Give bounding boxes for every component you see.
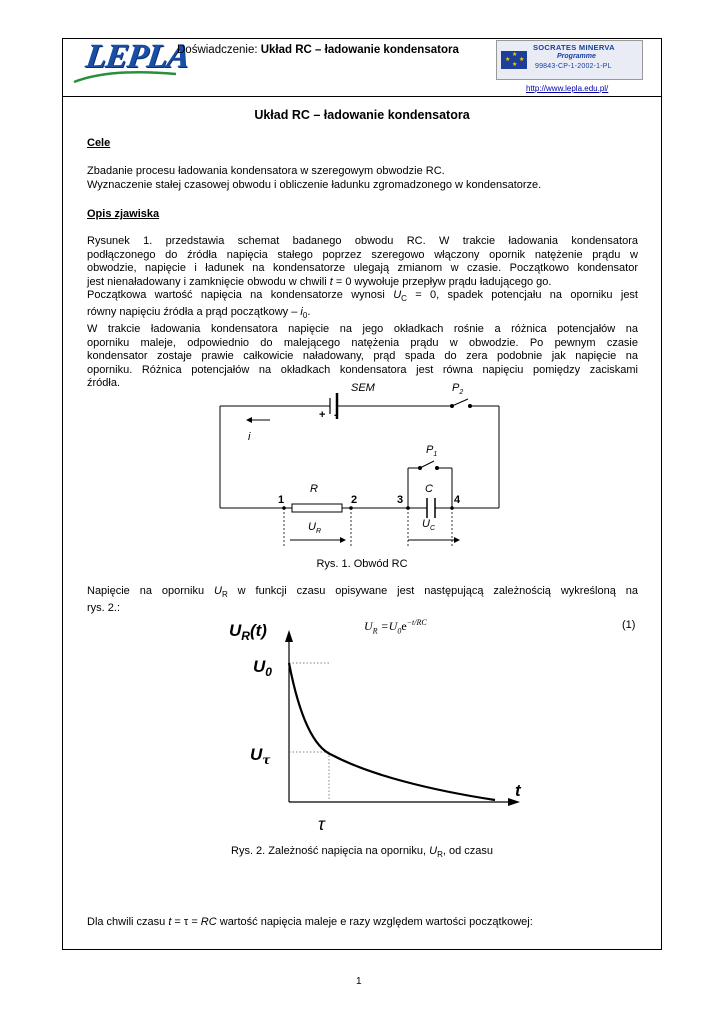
page-number: 1 (356, 976, 362, 987)
experiment-header (177, 44, 459, 56)
desc-line: kondensator zostaje prawie całkowicie naładowany, prąd spada do zera podobnie jak napięcie na (87, 350, 638, 363)
decay-curve (289, 663, 495, 800)
formula-number: (1) (622, 619, 636, 631)
rc-circuit-diagram (200, 378, 520, 554)
desc-line: obwodzie, napięcie i ładunek na kondensatorze ulegają zmianom w czasie. Początkowo kondensator (87, 262, 638, 275)
desc-line: źródła. (87, 377, 121, 390)
figure1-caption: Rys. 1. Obwód RC (316, 558, 408, 570)
goals-heading: Cele (87, 137, 111, 149)
current-label: i (248, 431, 251, 443)
socrates-minerva-badge (496, 40, 643, 80)
experiment-title: Układ RC – ładowanie kondensatora (260, 44, 459, 56)
p2-label: $P_2$ (452, 382, 464, 396)
lepla-swoosh-icon (70, 48, 180, 88)
goals-text (87, 165, 638, 192)
ur-label: $U_R$ (308, 521, 322, 535)
tau-label: τ (318, 814, 325, 834)
desc-line: oporniku maleje, odpowiednio do malejącego natężenia prądu w obwodzie. Po pewnym czasie (87, 336, 638, 349)
voltage-decay-graph (226, 610, 536, 840)
x-axis-label: t (515, 781, 521, 800)
intro-line: Napięcie na oporniku $U_R$ w funkcji czasu opisywane jest następującą zależnością wykreśloną na (87, 585, 639, 600)
socrates-line2: Programme (557, 53, 596, 60)
goals-line-1: Zbadanie procesu ładowania kondensatora w szeregowym obwodzie RC. (87, 165, 445, 177)
page-title: Układ RC – ładowanie kondensatora (254, 108, 470, 122)
node-2: 2 (351, 494, 358, 506)
desc-line: jest nienaładowany i zamknięcie obwodu w chwili t = 0 wywołuje przepływ prądu ładującego go. (87, 275, 552, 288)
formula-1: $U_R =U_0e^{-t/RC}$ (364, 618, 427, 636)
desc-line: oporniku. Różnica potencjałów na okładkach kondensatora jest równa napięciu pomiędzy zaciskami (87, 363, 638, 376)
plus-sign: + (319, 409, 326, 421)
u0-label: $U_0$ (253, 657, 272, 679)
goals-line-2: Wyznaczenie stałej czasowej obwodu i obliczenie ładunku zgromadzonego w kondensatorze. (87, 178, 542, 191)
description-text (87, 235, 638, 391)
eu-flag-icon: ★ ★ ★ ★ (501, 51, 527, 69)
desc-line: podłączonego do źródła napięcia stałego poprzez szeregowo włączony opornik natężenie prądu w (87, 248, 638, 261)
socrates-line1: SOCRATES MINERVA (533, 43, 615, 52)
y-axis-label: $U_R(t)$ (229, 621, 267, 643)
desc-line: Początkowa wartość napięcia na kondensatorze wynosi $U_C = 0$, spadek potencjału na oporniku jest (87, 289, 638, 304)
node-3: 3 (397, 494, 404, 506)
node-1: 1 (278, 494, 285, 506)
capacitor-label: C (425, 483, 433, 495)
lepla-logo: LEPLA (83, 38, 192, 75)
intro-line: rys. 2.: (87, 601, 121, 614)
minus-sign: - (334, 409, 338, 421)
lepla-url-link[interactable]: http://www.lepla.edu.pl/ (526, 84, 609, 93)
uc-label: $U_C$ (422, 518, 436, 532)
desc-line: W trakcie ładowania kondensatora napięcie na jego okładkach rośnie a różnica potencjałów na (87, 322, 638, 335)
phenomenon-heading: Opis zjawiska (87, 208, 160, 220)
p1-label: $P_1$ (426, 444, 438, 458)
final-line: Dla chwili czasu t = τ = RC wartość napięcia maleje e razy względem wartości początkowej: (87, 916, 533, 928)
figure2-caption: Rys. 2. Zależność napięcia na oporniku, $U_R$, od czasu (231, 845, 493, 860)
socrates-line3: 99843-CP-1-2002-1-PL (535, 63, 612, 70)
utau-label: $U_\tau$ (250, 745, 271, 767)
node-4: 4 (454, 494, 461, 506)
sem-label: SEM (351, 382, 375, 394)
header-divider (62, 96, 662, 97)
resistor-label: R (310, 483, 318, 495)
experiment-prefix: Doświadczenie: (177, 44, 261, 56)
desc-line: Rysunek 1. przedstawia schemat badanego obwodu RC. W trakcie ładowania kondensatora (87, 235, 638, 247)
desc-line: równy napięciu źródła a prąd początkowy – $i_0$. (87, 306, 311, 321)
